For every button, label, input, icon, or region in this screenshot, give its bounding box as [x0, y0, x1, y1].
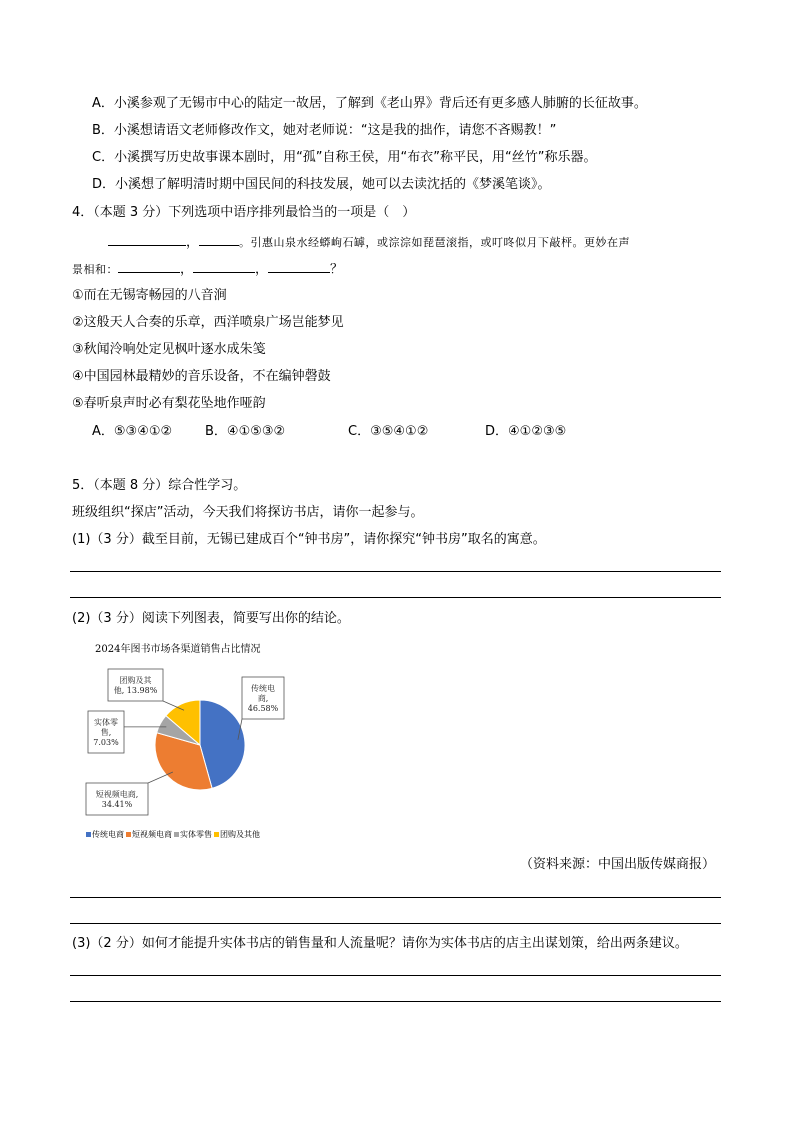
data-label: 传统电 [251, 684, 275, 693]
legend-item [86, 829, 124, 840]
data-label: 售, [100, 728, 112, 737]
data-label: 团购及其 [119, 676, 152, 685]
legend-swatch [126, 832, 131, 837]
q5-sub1: (1)（3 分）截至目前，无锡已建成百个“钟书房”，请你探究“钟书房”取名的寓意。 [72, 532, 546, 547]
answer-line[interactable] [70, 897, 721, 898]
comma: ， [186, 235, 200, 250]
blank-3[interactable] [118, 260, 180, 273]
data-label: 短视频电商, [95, 790, 139, 799]
q4-sentence-2: ②这般天人合奏的乐章，西洋喷泉广场岂能梦见 [72, 315, 344, 330]
q4-option-d: D．④①②③⑤ [485, 424, 567, 439]
legend-swatch [86, 832, 91, 837]
q4-sentence-1: ①而在无锡寄畅园的八音涧 [72, 288, 227, 303]
callout-box [108, 669, 163, 701]
q4-option-c: C．③⑤④①② [348, 424, 429, 439]
passage-text: 。引惠山泉水经蟒岣石罅，或淙淙如琵琶滚指，或叮咚似月下敲枰。更妙在声 [239, 236, 631, 249]
q4-passage-line1 [108, 233, 630, 251]
answer-line[interactable] [70, 923, 721, 924]
q4-passage-line2 [72, 260, 343, 278]
legend-swatch [174, 832, 179, 837]
q3-option-c: C．小溪撰写历史故事课本剧时，用“孤”自称王侯，用“布衣”称平民，用“丝竹”称乐器。 [92, 150, 597, 165]
q3-option-b: B．小溪想请语文老师修改作文，她对老师说：“这是我的拙作，请您不吝赐教！” [92, 123, 557, 138]
data-label: 7.03% [93, 738, 119, 747]
q5-header: 5．（本题 8 分）综合性学习。 [72, 478, 247, 493]
answer-line[interactable] [70, 975, 721, 976]
chart-legend [86, 829, 260, 840]
answer-line[interactable] [70, 597, 721, 598]
q5-sub3: (3)（2 分）如何才能提升实体书店的销售量和人流量呢？请你为实体书店的店主出谋划策，给出两条建议。 [72, 936, 688, 951]
q4-header: 4．（本题 3 分）下列选项中语序排列最恰当的一项是（ ） [72, 205, 416, 220]
pie-chart [60, 655, 300, 827]
question-mark: ？ [330, 262, 344, 277]
legend-label: 团购及其他 [220, 830, 260, 839]
legend-item [214, 829, 260, 840]
q4-option-a: A．⑤③④①② [92, 424, 173, 439]
data-label: 商, [257, 694, 269, 703]
data-label: 他, 13.98% [113, 686, 158, 695]
answer-line[interactable] [70, 1001, 721, 1002]
q4-sentence-5: ⑤春听泉声时必有梨花坠地作哑韵 [72, 396, 266, 411]
source-note: （资料来源：中国出版传媒商报） [520, 857, 716, 872]
data-label: 实体零 [94, 718, 118, 727]
chart-title: 2024年图书市场各渠道销售占比情况 [95, 644, 261, 655]
answer-line[interactable] [70, 571, 721, 572]
q4-sentence-3: ③秋闻泠响处定见枫叶逐水成朱笺 [72, 342, 266, 357]
legend-label: 传统电商 [92, 830, 124, 839]
comma: ， [180, 262, 194, 277]
passage-line2-start: 景相和： [72, 263, 118, 276]
q3-option-a: A．小溪参观了无锡市中心的陆定一故居，了解到《老山界》背后还有更多感人肺腑的长征故事。 [92, 96, 647, 111]
q4-option-b: B．④①⑤③② [205, 424, 286, 439]
legend-label: 短视频电商 [132, 830, 172, 839]
comma: ， [255, 262, 269, 277]
q4-sentence-4: ④中国园林最精妙的音乐设备，不在编钟磬鼓 [72, 369, 331, 384]
q5-intro: 班级组织“探店”活动，今天我们将探访书店，请你一起参与。 [72, 505, 424, 520]
blank-2[interactable] [199, 233, 239, 246]
legend-label: 实体零售 [180, 830, 212, 839]
legend-item [174, 829, 212, 840]
callout-box [86, 783, 148, 815]
data-label: 34.41% [101, 800, 133, 809]
q5-sub2: (2)（3 分）阅读下列图表，简要写出你的结论。 [72, 611, 350, 626]
blank-5[interactable] [268, 260, 330, 273]
legend-item [126, 829, 172, 840]
data-label: 46.58% [247, 704, 279, 713]
blank-1[interactable] [108, 233, 186, 246]
q3-option-d: D．小溪想了解明清时期中国民间的科技发展，她可以去读沈括的《梦溪笔谈》。 [92, 177, 551, 192]
legend-swatch [214, 832, 219, 837]
blank-4[interactable] [193, 260, 255, 273]
